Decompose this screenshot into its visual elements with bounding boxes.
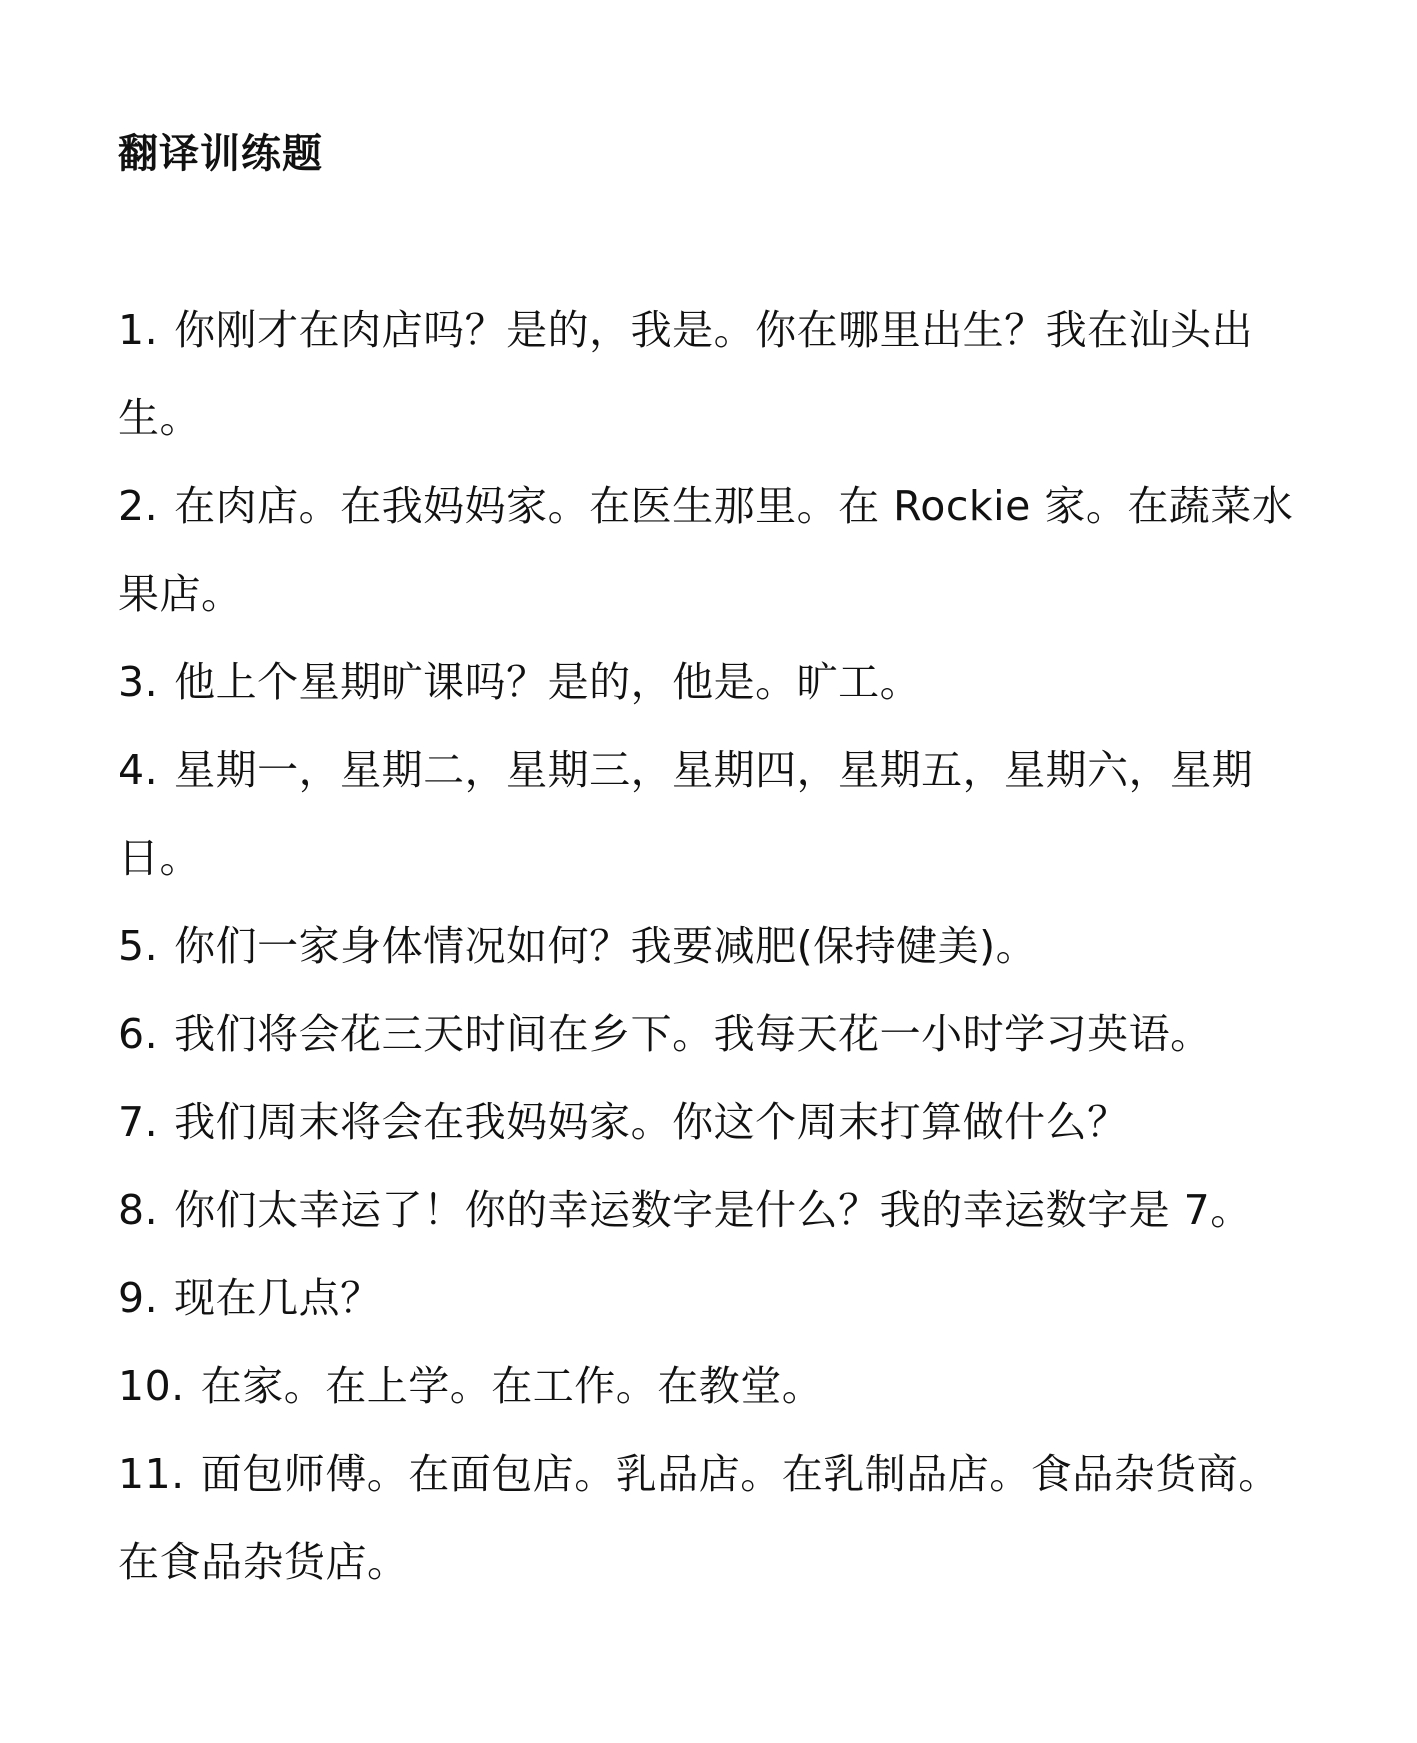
item-number: 4.	[118, 746, 159, 794]
item-text: 你们太幸运了！你的幸运数字是什么？我的幸运数字是 7。	[174, 1186, 1252, 1234]
item-text: 你们一家身体情况如何？我要减肥(保持健美)。	[174, 922, 1038, 970]
exercise-list	[118, 286, 1299, 1606]
item-number: 8.	[118, 1186, 159, 1234]
item-number: 9.	[118, 1274, 159, 1322]
item-text: 你刚才在肉店吗？是的，我是。你在哪里出生？我在汕头出生。	[118, 306, 1254, 442]
item-text: 我们将会花三天时间在乡下。我每天花一小时学习英语。	[174, 1010, 1212, 1058]
item-text: 现在几点？	[174, 1274, 382, 1322]
item-number: 3.	[118, 658, 159, 706]
item-number: 10.	[118, 1362, 185, 1410]
exercise-item-3	[118, 638, 1299, 726]
exercise-item-8	[118, 1166, 1299, 1254]
item-number: 11.	[118, 1450, 185, 1498]
document-title: 翻译训练题	[118, 131, 323, 177]
item-text: 面包师傅。在面包店。乳品店。在乳制品店。食品杂货商。在食品杂货店。	[118, 1450, 1280, 1586]
exercise-item-9	[118, 1254, 1299, 1342]
item-text: 星期一，星期二，星期三，星期四，星期五，星期六，星期日。	[118, 746, 1254, 882]
exercise-item-1	[118, 286, 1299, 462]
item-text: 他上个星期旷课吗？是的，他是。旷工。	[174, 658, 922, 706]
exercise-item-2	[118, 462, 1299, 638]
exercise-item-7	[118, 1078, 1299, 1166]
item-number: 6.	[118, 1010, 159, 1058]
item-number: 7.	[118, 1098, 159, 1146]
item-text: 在家。在上学。在工作。在教堂。	[200, 1362, 824, 1410]
item-number: 5.	[118, 922, 159, 970]
item-text: 在肉店。在我妈妈家。在医生那里。在 Rockie 家。在蔬菜水果店。	[118, 482, 1294, 618]
exercise-item-4	[118, 726, 1299, 902]
item-number: 1.	[118, 306, 159, 354]
item-number: 2.	[118, 482, 159, 530]
item-text: 我们周末将会在我妈妈家。你这个周末打算做什么？	[174, 1098, 1129, 1146]
exercise-item-11	[118, 1430, 1299, 1606]
exercise-item-5	[118, 902, 1299, 990]
exercise-item-6	[118, 990, 1299, 1078]
exercise-item-10	[118, 1342, 1299, 1430]
